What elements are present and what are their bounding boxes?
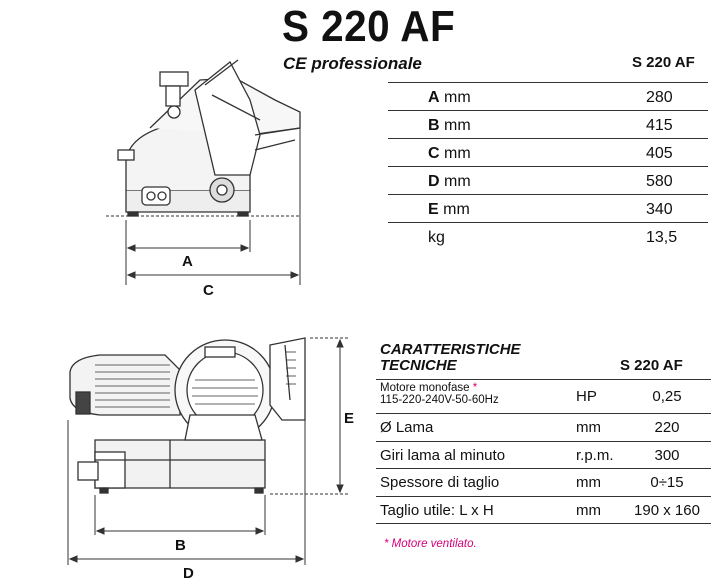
dimensions-row: [388, 110, 708, 139]
spec-unit: mm: [576, 474, 601, 491]
spec-name-detail: 115-220-240V-50-60Hz: [380, 394, 499, 406]
specs-row: [376, 379, 711, 412]
dim-value: 405: [646, 145, 673, 162]
specs-title-line2: TECNICHE: [380, 357, 457, 374]
dimension-label-d: D: [183, 565, 194, 582]
dim-unit: mm: [443, 201, 470, 218]
dimension-label-c: C: [203, 282, 214, 299]
footnote: * Motore ventilato.: [384, 538, 477, 550]
spec-value: 190 x 160: [634, 502, 700, 519]
dimension-label-a: A: [182, 253, 193, 270]
dim-unit: mm: [444, 145, 471, 162]
dimension-label-e: E: [344, 410, 355, 427]
specs-table-title: [380, 342, 521, 374]
dim-letter: B: [428, 117, 440, 134]
spec-name: Ø Lama: [380, 419, 434, 436]
dim-value: 13,5: [646, 229, 678, 246]
page-subtitle: CE professionale: [283, 54, 422, 73]
specs-table-bottom-rule: [376, 523, 711, 524]
spec-name: Taglio utile: L x H: [380, 502, 494, 519]
specs-title-line1: CARATTERISTICHE: [380, 341, 521, 358]
specs-row: [376, 441, 711, 469]
spec-unit: mm: [576, 502, 601, 519]
spec-value: 220: [654, 419, 680, 436]
specs-row: [376, 468, 711, 496]
spec-value: 300: [654, 447, 680, 464]
dimensions-row: [388, 194, 708, 223]
dimensions-row: [388, 82, 708, 111]
page-title: S 220 AF: [282, 2, 456, 51]
dimensions-table-header: S 220 AF: [632, 54, 695, 71]
dimensions-row: [388, 166, 708, 195]
spec-value: 0÷15: [650, 474, 684, 491]
spec-unit: r.p.m.: [576, 447, 614, 464]
dim-letter: C: [428, 145, 440, 162]
dim-unit: mm: [444, 173, 471, 190]
dim-letter: D: [428, 173, 440, 190]
dim-value: 340: [646, 201, 673, 218]
spec-name: Giri lama al minuto: [380, 447, 506, 464]
dimensions-row: [388, 138, 708, 167]
dim-letter: E: [428, 201, 439, 218]
dim-value: 415: [646, 117, 673, 134]
specs-row: [376, 496, 711, 524]
dimension-label-b: B: [175, 537, 186, 554]
spec-marker: *: [472, 382, 478, 394]
dimensions-row: [388, 222, 708, 251]
dim-value: 280: [646, 89, 673, 106]
bottom-slicer-drawing: [70, 338, 305, 493]
spec-name: Spessore di taglio: [380, 474, 500, 491]
top-slicer-drawing: [118, 60, 300, 216]
dim-unit: mm: [444, 117, 471, 134]
dim-unit: kg: [428, 229, 445, 246]
specs-row: [376, 413, 711, 441]
dim-letter: A: [428, 89, 440, 106]
dim-unit: mm: [444, 89, 471, 106]
spec-value: 0,25: [652, 388, 682, 405]
dim-value: 580: [646, 173, 673, 190]
specs-table-header: S 220 AF: [620, 357, 683, 374]
spec-name: Motore monofase: [380, 382, 470, 394]
spec-unit: HP: [576, 388, 597, 405]
spec-unit: mm: [576, 419, 601, 436]
